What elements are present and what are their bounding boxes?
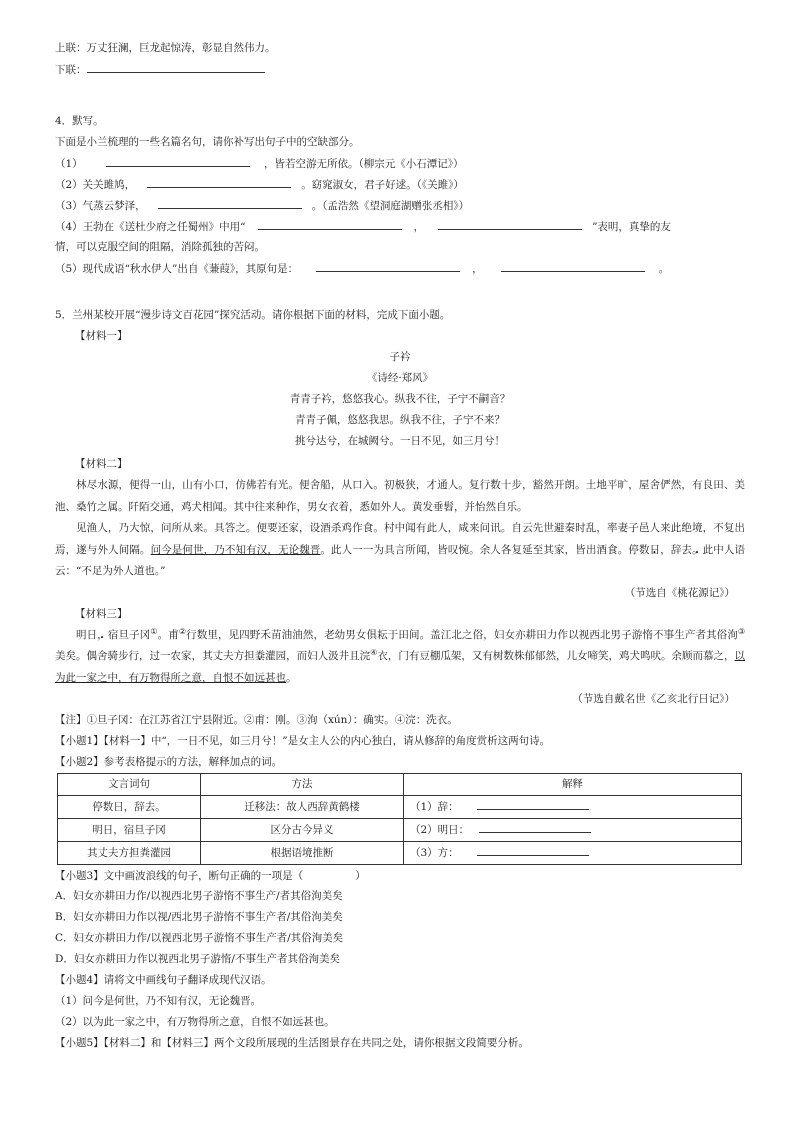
couplet-lower [55,59,745,80]
table-cell-answer [404,842,742,865]
sub3-choice-blank[interactable] [303,865,355,879]
sub-question-4: 【小题4】请将文中画线句子翻译成现代汉语。 [55,974,272,986]
q5-title: 5．兰州某校开展“漫步诗文百花园”探究活动。请你根据下面的材料，完成下面小题。 [55,309,451,321]
answer-blank-3[interactable] [477,842,589,856]
q4-blank-4b[interactable] [438,216,582,230]
q4-line-4-cont: 情，可以克服空间的阻隔，消除孤独的苦闷。 [55,241,265,253]
m3-dotted-fang: 方 • [234,650,245,662]
couplet-lower-blank[interactable] [87,59,265,73]
q4-line-2 [55,174,745,195]
m2-dotted-ting: 停 • [628,544,639,556]
m3-p-b: 日，宿旦子冈 [86,628,151,641]
q4-l1-after: ，皆若空游无所依。（柳宗元《小石潭记》） [264,158,464,170]
material-3-paragraph [55,625,745,690]
material-3-label: 【材料三】 [75,607,128,620]
q4-blank-4a[interactable] [258,216,402,230]
table-cell-phrase: 停数日，辞去。 [58,796,201,819]
table-cell-answer [404,796,742,819]
poem-line-2: 青青子佩，悠悠我思。纵我不往，子宁不来？ [295,414,505,426]
sub-question-4-2: （2）以为此一家之中，有万物得所之意，自恨不如远甚也。 [55,1016,335,1028]
m2-dotted-ci: 辞 • [671,544,682,556]
q4-l2-before: （2）关关雎鸠， [55,179,136,191]
table-header-phrase: 文言词句 [58,774,201,796]
table-cell-method: 迁移法：故人西辞黄鹤楼 [201,796,404,819]
sub-question-4-1: （1）问今是何世，乃不知有汉，无论魏晋。 [55,995,262,1007]
m3-underlined-sentence: 以为此一家之中，有万物得所之意，自恨不如远甚也 [55,650,746,684]
couplet-upper: 上联：万丈狂澜，巨龙起惊涛，彰显自然伟力。 [55,42,276,54]
q4-l1-num: （1） [55,158,83,170]
q4-l2-after: 。窈窕淑女，君子好逑。（《关雎》） [301,179,464,191]
m3-p-e: 美矣。偶舍骑步行，过一农家，其丈夫 [55,650,234,662]
material-1-label: 【材料一】 [75,330,128,342]
note-mark-3: ③ [737,626,746,636]
exam-page [55,38,745,1054]
m3-wavy-sentence: 行数里，见四野禾苗油油然，老幼男女俱耘于田间。盖江北之俗，妇女亦耕田力作以视西北男子游惰不事生产者其俗洵 [186,628,738,641]
table-row [58,819,742,842]
vocab-table [57,773,742,865]
table-row [58,796,742,819]
table-header-method: 方法 [201,774,404,796]
material-2-paragraph-1: 林尽水源，便得一山，山有小口，仿佛若有光。便舍船，从口入。初极狭，才通人。复行数十步，豁然开朗。土地平旷，屋舍俨然，有良田、美池、桑竹之属。阡陌交通，鸡犬相闻。其中往来种作，男女衣着，悉如外人。黄发垂髫，并怡然自乐。 [55,479,745,513]
poem-title: 子衿 [389,351,411,363]
answer-label: （2）明日： [410,824,470,836]
table-header-answer: 解释 [404,774,742,796]
q4-line-5 [55,258,745,279]
q4-blank-5b[interactable] [501,258,645,272]
note-mark-1: ① [150,626,158,636]
table-cell-answer [404,819,742,842]
table-cell-method: 根据语境推断 [201,842,404,865]
poem-source: 《诗经·郑风》 [366,372,434,384]
q4-l5-before: （5）现代成语“秋水伊人”出自《蒹葭》，其原句是： [55,263,299,275]
sub3-end: ） [355,870,366,882]
q4-l3-before: （3）气蒸云梦泽， [55,200,146,212]
material-2-label: 【材料二】 [75,458,128,470]
m3-p-g: 担粪灌园，而妇人汲井且浣 [244,650,371,662]
note-mark-2: ② [178,626,187,636]
sub-question-1: 【小题1】【材料一】中“，一日不见，如三月兮！”是女主人公的内心独白，请从修辞的角度赏析这两句诗。 [55,735,551,747]
m3-dotted-ming: 明 • [76,629,87,641]
material-2-paragraph-2 [55,518,745,583]
q4-line-4 [55,216,745,237]
note-mark-4: ④ [370,648,378,657]
m3-p-c: 。甫 [157,628,179,641]
option-c[interactable]: C．妇女亦耕田力作/以视西北男子游惰不事生产者/其俗洵美矣 [55,932,344,944]
answer-blank-2[interactable] [479,819,591,833]
table-cell-method: 区分古今异义 [201,819,404,842]
m3-p-i: 。 [286,671,297,684]
poem-line-3: 挑兮达兮，在城阙兮。一日不见，如三月兮！ [295,435,505,447]
answer-blank-1[interactable] [477,796,589,810]
table-cell-phrase: 其丈夫方担粪灌园 [58,842,201,865]
m2-p2-b: 。此人一一为具言所闻，皆叹惋。余人各复延至其家，皆出酒食。 [320,543,629,556]
couplet-lower-label: 下联： [55,64,87,76]
m2-p2-e: 去。此中人语云：“不足为外人道也。” [55,543,746,577]
q4-l4-after: ”表明，真挚的友 [592,221,671,233]
answer-label: （1）辞： [410,801,459,813]
m2-p2-c: 数日， [638,543,671,556]
option-d[interactable]: D．妇女亦耕田力作以视西北男子游惰/不事生产者其俗洵美矣 [55,953,340,965]
sub-question-2: 【小题2】参考表格提示的方法，解释加点的词。 [55,756,283,768]
q4-blank-1[interactable] [106,153,250,167]
m2-underlined-sentence: 问今是何世，乃不知有汉，无论魏晋 [150,543,321,556]
m2-p2-a: 见渔人，乃大惊，问所从来。具答之。便要还家，设酒杀鸡作食。村中闻有此人，咸来问讯。自云先世避秦时乱，率妻子邑人来此绝境，不复出焉，遂与外人间隔。 [55,522,745,556]
material-2-source: （节选自《桃花源记》） [624,586,735,599]
q4-intro: 下面是小兰梳理的一些名篇名句，请你补写出句子中的空缺部分。 [55,136,360,148]
option-b[interactable]: B．妇女亦耕田力作以视/西北男子游惰不事生产者/其俗洵美矣 [55,911,343,923]
q4-l4-before: （4）王勃在《送杜少府之任蜀州》中用“ [55,221,246,233]
m3-p-h: 衣，门有豆棚瓜架，又有树数株郁郁然，儿女啼笑，鸡犬鸣吠。余顾而慕之， [377,650,735,662]
annotation-note: 【注】①旦子冈：在江苏省江宁县附近。②甫：刚。③洵（xún）：确实。④浣：洗衣。 [55,714,458,726]
q4-l5-mid: ， [472,263,483,275]
answer-label: （3）方： [410,847,459,859]
option-a[interactable]: A．妇女亦耕田力作/以视西北男子游惰不事生产/者其俗洵美矣 [55,890,343,902]
sub3-text: 【小题3】文中画波浪线的句子，断句正确的一项是（ [55,870,304,882]
q4-blank-2[interactable] [147,174,291,188]
sub-question-3 [55,865,745,886]
table-cell-phrase: 明日，宿旦子冈 [58,819,201,842]
q4-l5-after: 。 [658,263,670,275]
q4-l3-after: 。（孟浩然《望洞庭湖赠张丞相》） [311,200,470,212]
q4-blank-5a[interactable] [316,258,460,272]
material-3-source: （节选自戴名世《乙亥北行日记》） [572,693,735,705]
q4-line-1 [55,153,745,174]
q4-line-3 [55,195,745,216]
table-row [58,842,742,865]
sub-question-5: 【小题5】【材料二】和【材料三】两个文段所展现的生活图景存在共同之处，请你根据文段简要分析。 [55,1037,529,1049]
table-header-row [58,774,742,796]
q4-title: 4．默写。 [55,115,104,127]
q4-l4-mid: ， [413,221,425,233]
poem-line-1: 青青子衿，悠悠我心。纵我不往，子宁不嗣音？ [289,393,511,405]
q4-blank-3[interactable] [158,195,302,209]
